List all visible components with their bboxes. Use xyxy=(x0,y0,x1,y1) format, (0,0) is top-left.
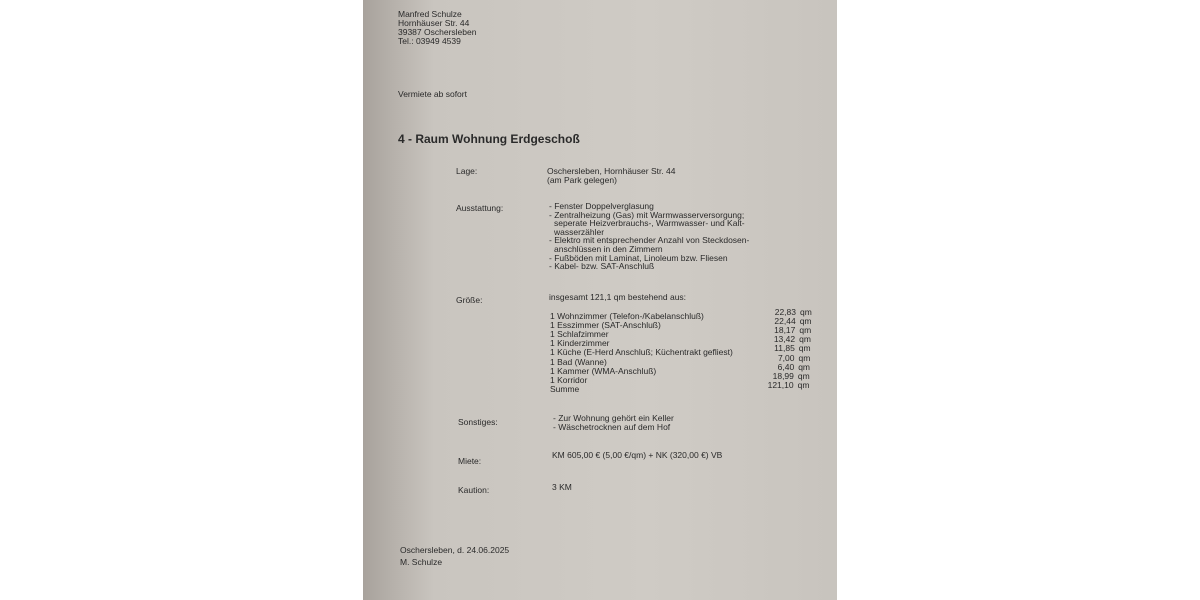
sender-city: 39387 Oschersleben xyxy=(398,27,477,37)
room-unit: qm xyxy=(799,334,811,345)
room-size: 18,17 xyxy=(774,325,796,336)
ausstattung-line: seperate Heizverbrauchs-, Warmwasser- und Kalt- xyxy=(554,218,745,229)
miete-label: Miete: xyxy=(458,456,482,466)
room-size: 6,40 xyxy=(777,361,795,372)
room-unit: qm xyxy=(799,325,812,336)
signature: M. Schulze xyxy=(400,557,443,567)
room-unit: qm xyxy=(798,361,810,372)
ausstattung-line: - Fenster Doppelverglasung xyxy=(549,201,654,211)
ausstattung-line: - Zentralheizung (Gas) mit Warmwasserversorgung; xyxy=(549,209,745,220)
miete-value: KM 605,00 € (5,00 €/qm) + NK (320,00 €) VB xyxy=(552,450,723,460)
room-name: 1 Schlafzimmer xyxy=(550,329,609,340)
room-unit: qm xyxy=(800,307,812,317)
room-name: 1 Kinderzimmer xyxy=(550,338,610,349)
document-title: 4 - Raum Wohnung Erdgeschoß xyxy=(398,132,580,146)
kaution-value: 3 KM xyxy=(552,482,572,492)
room-name: 1 Korridor xyxy=(550,374,588,385)
room-size: 121,10 xyxy=(767,379,794,390)
background-left xyxy=(0,0,363,600)
sonstiges-line: - Wäschetrocknen auf dem Hof xyxy=(553,422,671,432)
room-unit: qm xyxy=(798,352,811,363)
ausstattung-line: - Elektro mit entsprechender Anzahl von Steckdosen- xyxy=(549,235,750,246)
room-name: 1 Küche (E-Herd Anschluß; Küchentrakt gefliest) xyxy=(550,347,733,358)
lage-label: Lage: xyxy=(456,166,478,176)
room-name: Summe xyxy=(550,383,580,394)
room-size: 22,83 xyxy=(774,307,796,317)
ausstattung-line: wasserzähler xyxy=(554,226,605,237)
room-size: 11,85 xyxy=(774,343,795,354)
ausstattung-line: - Fußböden mit Laminat, Linoleum bzw. Fliesen xyxy=(549,252,728,263)
groesse-summary: insgesamt 121,1 qm bestehend aus: xyxy=(549,292,687,302)
ausstattung-label: Ausstattung: xyxy=(456,203,504,213)
room-size: 7,00 xyxy=(777,352,795,363)
room-unit: qm xyxy=(797,379,810,390)
ausstattung-line: anschlüssen in den Zimmern xyxy=(554,244,663,254)
lage-line: Oschersleben, Hornhäuser Str. 44 xyxy=(547,166,676,176)
sender-name: Manfred Schulze xyxy=(398,9,462,19)
kaution-label: Kaution: xyxy=(458,485,490,495)
room-unit: qm xyxy=(798,343,811,354)
groesse-label: Größe: xyxy=(456,295,483,305)
sender-phone: Tel.: 03949 4539 xyxy=(398,36,461,46)
place-date: Oschersleben, d. 24.06.2025 xyxy=(400,545,510,555)
sonstiges-label: Sonstiges: xyxy=(458,417,498,427)
room-size: 22,44 xyxy=(774,316,796,327)
room-name: 1 Kammer (WMA-Anschluß) xyxy=(550,365,657,376)
room-unit: qm xyxy=(799,316,812,327)
sonstiges-line: - Zur Wohnung gehört ein Keller xyxy=(553,413,674,423)
background-right xyxy=(837,0,1200,600)
room-name: 1 Wohnzimmer (Telefon-/Kabelanschluß) xyxy=(550,311,704,321)
intro-text: Vermiete ab sofort xyxy=(398,89,467,99)
sender-street: Hornhäuser Str. 44 xyxy=(398,18,470,28)
room-size: 13,42 xyxy=(773,334,796,345)
room-size: 18,99 xyxy=(772,370,794,381)
lage-line: (am Park gelegen) xyxy=(547,175,617,185)
ausstattung-line: - Kabel- bzw. SAT-Anschluß xyxy=(549,261,655,272)
document-page xyxy=(363,0,837,600)
room-name: 1 Bad (Wanne) xyxy=(550,356,607,367)
room-name: 1 Esszimmer (SAT-Anschluß) xyxy=(550,320,661,331)
room-unit: qm xyxy=(797,370,810,381)
